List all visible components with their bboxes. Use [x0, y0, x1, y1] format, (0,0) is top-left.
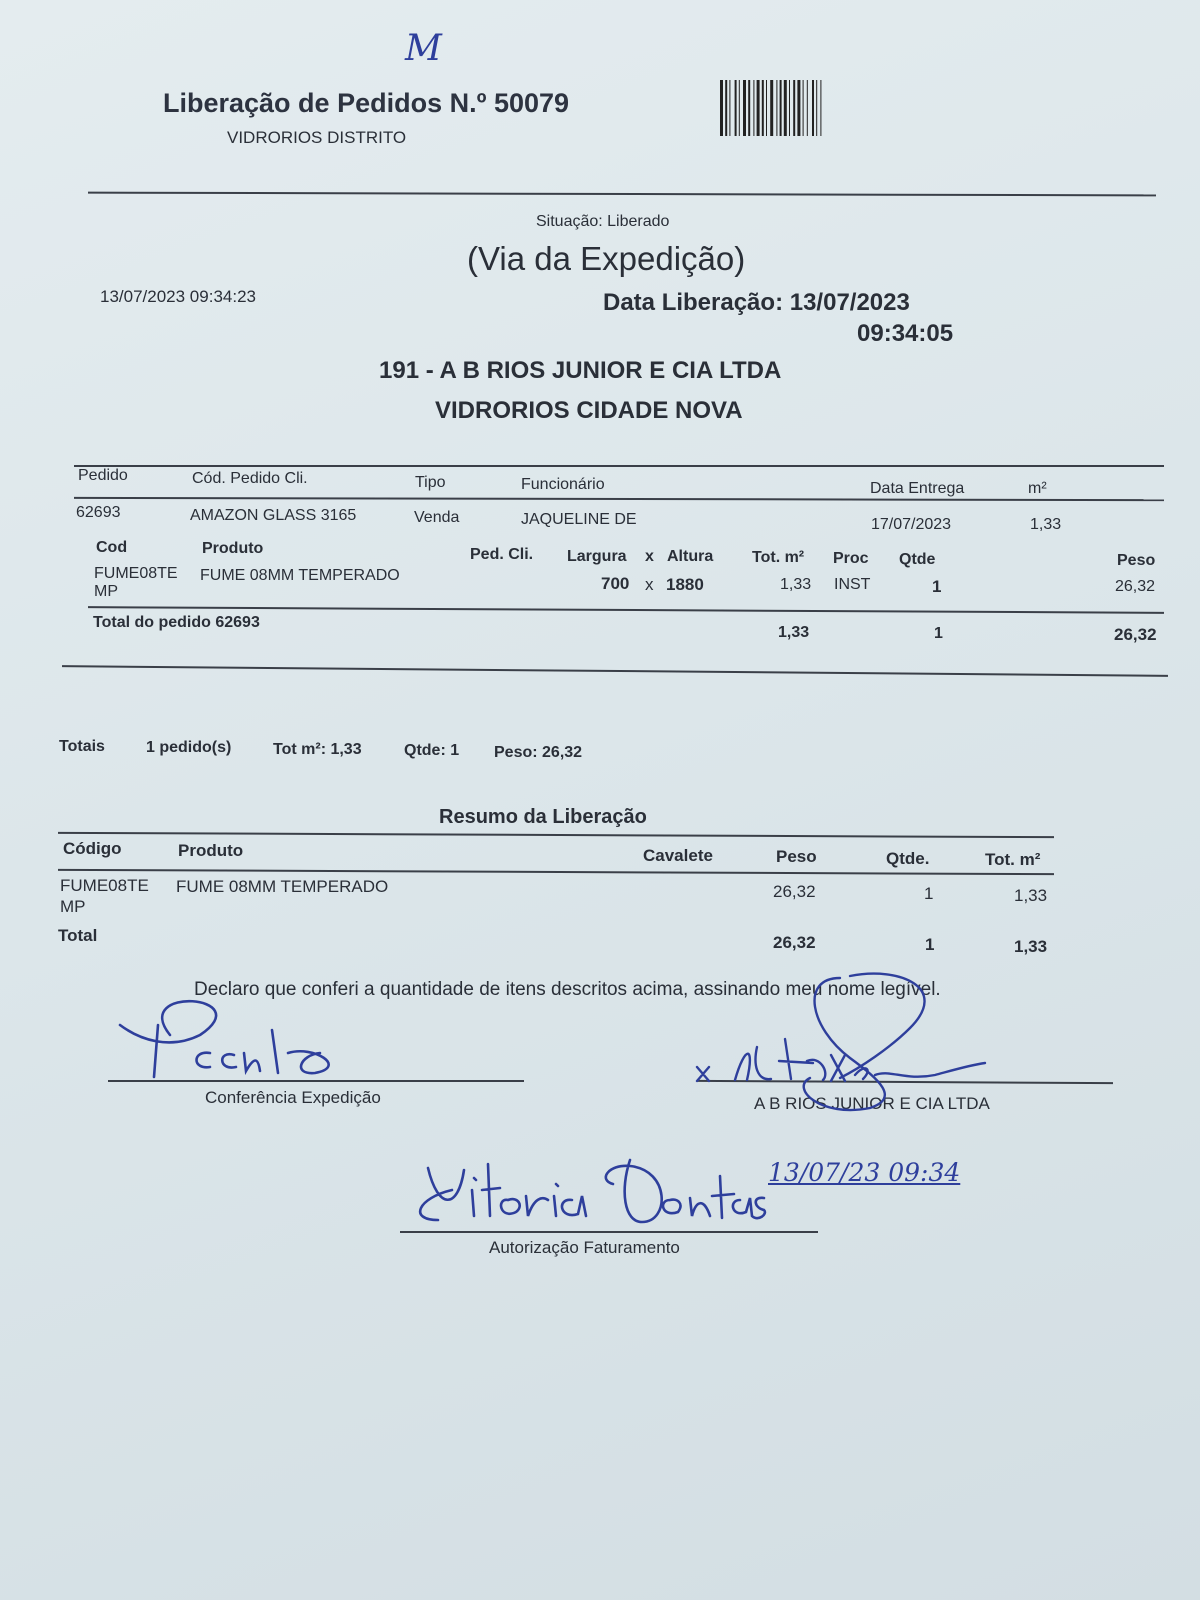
item-col-altura: Altura	[667, 548, 714, 565]
summary-total-label: Total	[58, 926, 98, 945]
release-time: 09:34:05	[857, 320, 954, 347]
summary-tot-m2: 1,33	[1014, 886, 1048, 905]
client-store: VIDRORIOS CIDADE NOVA	[435, 397, 743, 424]
release-date: Data Liberação: 13/07/2023	[603, 289, 910, 316]
item-width: 700	[601, 574, 630, 593]
status-label: Situação: Liberado	[536, 213, 670, 230]
item-weight: 26,32	[1115, 578, 1156, 595]
item-col-x: x	[645, 548, 654, 565]
item-col-cod: Cod	[96, 539, 128, 556]
summary-header-rule	[58, 869, 1054, 875]
item-col-peso: Peso	[1117, 552, 1156, 569]
barcode-bar	[766, 80, 767, 136]
col-m2: m²	[1028, 480, 1047, 497]
order-m2: 1,33	[1030, 516, 1062, 533]
document-title: Liberação de Pedidos N.º 50079	[163, 88, 570, 118]
summary-total-qtde: 1	[925, 935, 935, 954]
barcode-bar	[720, 80, 723, 136]
barcode-bar	[793, 80, 795, 136]
client-name: 191 - A B RIOS JUNIOR E CIA LTDA	[379, 357, 782, 384]
issuer-company: VIDRORIOS DISTRITO	[227, 128, 407, 147]
order-total-label: Total do pedido 62693	[93, 614, 260, 631]
order-total-qtde: 1	[934, 625, 943, 642]
col-cod-pedido-cli: Cód. Pedido Cli.	[192, 470, 308, 487]
col-pedido: Pedido	[78, 467, 128, 484]
client-initials-loop	[780, 968, 950, 1118]
summary-col-codigo: Código	[63, 839, 122, 858]
order-employee: JAQUELINE DE	[521, 511, 637, 528]
barcode-bar	[807, 80, 808, 136]
barcode-bar	[820, 80, 821, 136]
item-col-ped-cli: Ped. Cli.	[470, 546, 534, 563]
barcode-bar	[757, 80, 760, 136]
barcode-bar	[753, 80, 754, 136]
totals-weight: Peso: 26,32	[494, 744, 583, 761]
item-qtde: 1	[932, 577, 942, 596]
item-col-tot-m2: Tot. m²	[752, 549, 805, 566]
summary-total-weight: 26,32	[773, 933, 816, 952]
barcode-bar	[812, 80, 814, 136]
order-table-top-rule	[74, 465, 1164, 467]
autorizacao-label: Autorização Faturamento	[489, 1238, 680, 1257]
barcode-bar	[770, 80, 773, 136]
barcode-bar	[735, 80, 737, 136]
header-divider	[88, 192, 1156, 197]
barcode	[720, 80, 906, 136]
order-delivery-date: 17/07/2023	[871, 516, 952, 533]
summary-total-m2: 1,33	[1014, 937, 1048, 956]
totals-label: Totais	[59, 738, 105, 755]
autorizacao-signature-line	[400, 1231, 818, 1233]
summary-weight: 26,32	[773, 882, 816, 901]
handwritten-date: 13/07/23 09:34	[768, 1158, 961, 1187]
col-funcionario: Funcionário	[521, 476, 605, 493]
order-header-rule	[74, 497, 1164, 501]
item-code-line1: FUME08TE	[94, 565, 178, 582]
summary-col-tot-m2: Tot. m²	[985, 850, 1041, 869]
item-height: 1880	[666, 575, 704, 594]
autorizacao-signature	[408, 1150, 768, 1230]
barcode-bar	[762, 80, 764, 136]
totals-qtde: Qtde: 1	[404, 742, 460, 759]
barcode-bar	[748, 80, 750, 136]
client-signature-label: A B RIOS JUNIOR E CIA LTDA	[754, 1094, 990, 1113]
summary-col-cavalete: Cavalete	[643, 846, 713, 865]
barcode-bar	[780, 80, 782, 136]
item-col-qtde: Qtde	[899, 551, 936, 568]
order-number: 62693	[76, 504, 121, 521]
conferencia-label: Conferência Expedição	[205, 1088, 381, 1107]
col-tipo: Tipo	[415, 474, 446, 491]
item-x: x	[645, 575, 654, 594]
summary-col-qtde: Qtde.	[886, 849, 930, 868]
item-code-line2: MP	[94, 583, 118, 600]
barcode-bar	[803, 80, 804, 136]
order-total-rule	[88, 606, 1164, 614]
barcode-bar	[784, 80, 787, 136]
summary-code-line1: FUME08TE	[60, 876, 149, 895]
declaration-text: Declaro que conferi a quantidade de itens descritos acima, assinando meu nome legível.	[194, 979, 941, 1000]
summary-title: Resumo da Liberação	[439, 806, 647, 828]
totals-m2: Tot m²: 1,33	[273, 741, 362, 758]
col-data-entrega: Data Entrega	[870, 480, 965, 497]
item-tot-m2: 1,33	[780, 576, 812, 593]
summary-top-rule	[58, 832, 1054, 838]
order-client-code: AMAZON GLASS 3165	[190, 507, 357, 524]
printed-timestamp: 13/07/2023 09:34:23	[100, 287, 256, 306]
item-proc: INST	[834, 576, 871, 593]
item-col-largura: Largura	[567, 548, 627, 565]
order-type: Venda	[414, 509, 460, 526]
order-total-m2: 1,33	[778, 624, 810, 641]
copy-type: (Via da Expedição)	[467, 240, 746, 277]
barcode-bar	[725, 80, 727, 136]
totals-orders: 1 pedido(s)	[146, 739, 232, 756]
summary-qtde: 1	[924, 884, 934, 903]
summary-col-produto: Produto	[178, 841, 244, 860]
barcode-bar	[816, 80, 817, 136]
item-product: FUME 08MM TEMPERADO	[200, 567, 400, 584]
summary-product: FUME 08MM TEMPERADO	[176, 877, 389, 896]
summary-code-line2: MP	[60, 897, 86, 916]
barcode-bar	[729, 80, 730, 136]
item-col-produto: Produto	[202, 540, 264, 557]
barcode-bar	[789, 80, 790, 136]
handwritten-mark: M	[405, 28, 442, 69]
barcode-bar	[739, 80, 740, 136]
order-table-bottom-rule	[62, 665, 1168, 677]
item-col-proc: Proc	[833, 550, 869, 567]
summary-col-peso: Peso	[776, 847, 817, 866]
order-total-weight: 26,32	[1114, 625, 1157, 644]
barcode-bar	[776, 80, 777, 136]
barcode-bar	[743, 80, 746, 136]
conferencia-signature	[110, 995, 390, 1085]
barcode-bar	[797, 80, 800, 136]
